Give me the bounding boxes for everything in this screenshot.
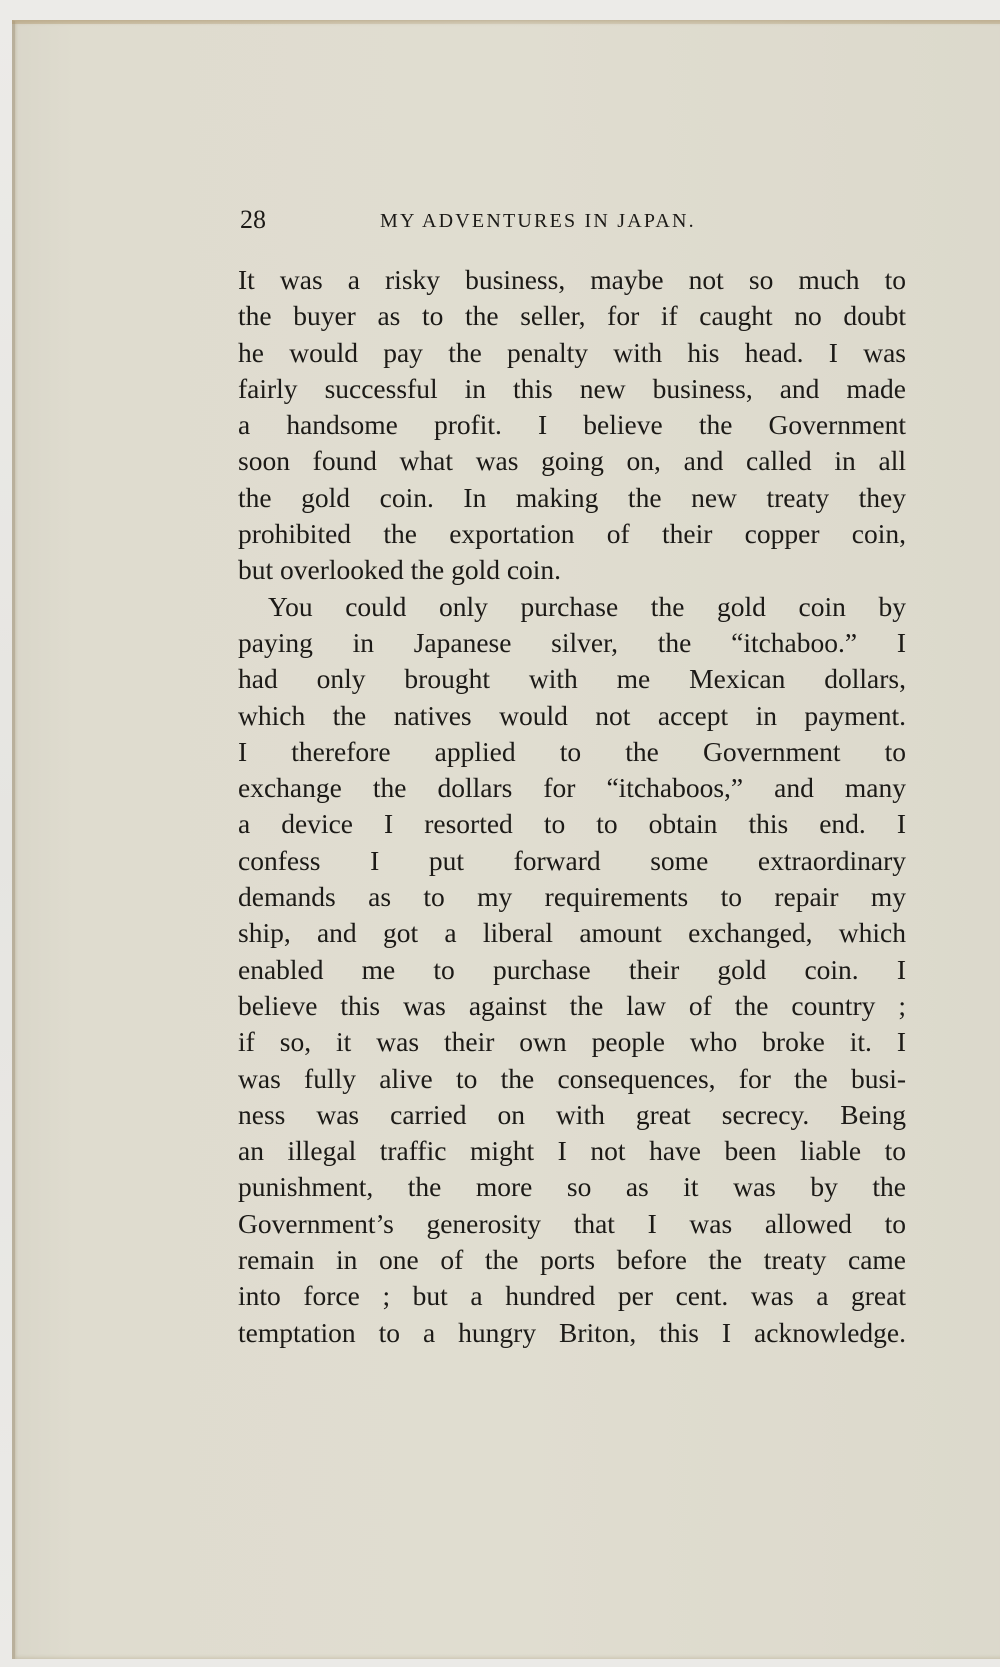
text-line: exchange the dollars for “itchaboos,” and many [238, 772, 906, 804]
text-line: temptation to a hungry Briton, this I acknowledge. [238, 1316, 906, 1348]
paragraph-1 [238, 262, 906, 589]
text-line: an illegal traffic might I not have been liable to [238, 1135, 906, 1167]
text-line: It was a risky business, maybe not so much to [238, 264, 906, 295]
text-line: enabled me to purchase their gold coin. I [238, 953, 906, 985]
text-line: remain in one of the ports before the treaty came [238, 1244, 906, 1276]
text-line: if so, it was their own people who broke it. I [238, 1026, 906, 1058]
text-line: Government’s generosity that I was allowed to [238, 1207, 906, 1239]
text-line: the gold coin. In making the new treaty they [238, 481, 906, 513]
text-line: but overlooked the gold coin. [238, 554, 562, 586]
page-number: 28 [240, 205, 266, 234]
text-line: paying in Japanese silver, the “itchaboo.” I [238, 626, 906, 658]
text-line: ness was carried on with great secrecy. Being [238, 1098, 906, 1130]
text-line: fairly successful in this new business, and made [238, 372, 906, 404]
text-line: which the natives would not accept in payment. [238, 699, 906, 731]
text-line: confess I put forward some extraordinary [238, 844, 906, 876]
text-line: the buyer as to the seller, for if caught no doubt [238, 300, 906, 332]
text-line: had only brought with me Mexican dollars, [238, 663, 906, 695]
page-top-edge-foxing [12, 20, 1000, 24]
text-line: ship, and got a liberal amount exchanged, which [238, 917, 906, 949]
text-line: prohibited the exportation of their copper coin, [238, 518, 906, 550]
body-text [238, 262, 906, 1351]
text-line: I therefore applied to the Government to [238, 735, 906, 767]
text-line: a device I resorted to to obtain this end. I [238, 808, 906, 840]
text-line: demands as to my requirements to repair my [238, 881, 906, 913]
text-line: he would pay the penalty with his head. I was [238, 336, 906, 368]
running-title: MY ADVENTURES IN JAPAN. [380, 210, 696, 232]
text-line: punishment, the more so as it was by the [238, 1171, 906, 1203]
text-line: into force ; but a hundred per cent. was a great [238, 1280, 906, 1312]
text-line: You could only purchase the gold coin by [268, 590, 906, 622]
page-header [240, 205, 880, 235]
text-line: soon found what was going on, and called in all [238, 445, 906, 477]
text-line: believe this was against the law of the country ; [238, 989, 906, 1021]
paragraph-2 [238, 589, 906, 1351]
text-line: a handsome profit. I believe the Government [238, 409, 906, 441]
text-line: was fully alive to the consequences, for the busi- [238, 1062, 906, 1094]
